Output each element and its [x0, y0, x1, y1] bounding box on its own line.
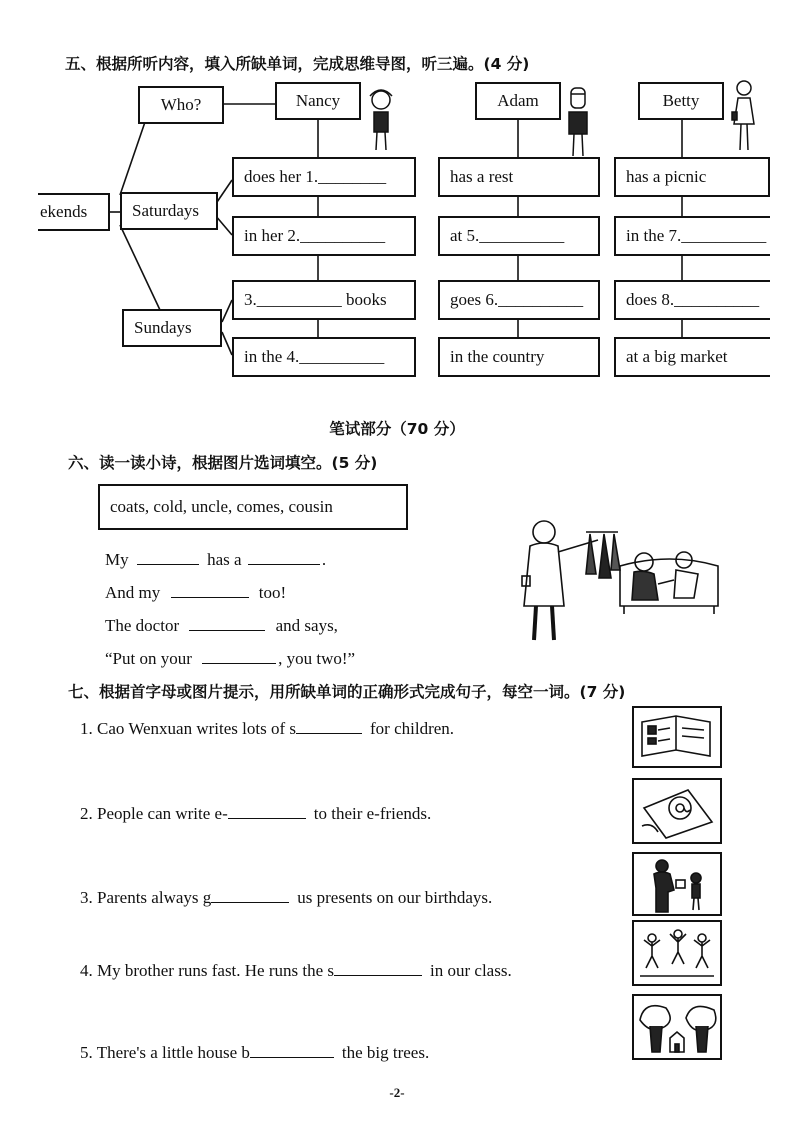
word-bank-box: coats, cold, uncle, comes, cousin	[98, 484, 408, 530]
hint-picture-4	[632, 920, 722, 986]
poem-line-3-end: and says,	[275, 616, 338, 635]
q7-blank-3[interactable]	[211, 902, 289, 903]
q7-item-5-prefix: 5. There's a little house b	[80, 1043, 250, 1062]
q7-item-3	[80, 888, 492, 908]
q7-item-4-suffix: in our class.	[430, 961, 512, 980]
betty-cell-3: does 8.__________	[614, 280, 770, 320]
mind-map-root: ekends	[38, 193, 110, 231]
nancy-cell-3: 3.__________ books	[232, 280, 416, 320]
q7-item-4	[80, 961, 512, 981]
section-5-title: 五、根据所听内容，填入所缺单词，完成思维导图，听三遍。(4 分)	[65, 55, 530, 73]
q7-item-1-prefix: 1. Cao Wenxuan writes lots of s	[80, 719, 296, 738]
hint-picture-5	[632, 994, 722, 1060]
section-7-title: 七、根据首字母或图片提示，用所缺单词的正确形式完成句子，每空一词。(7 分)	[68, 683, 626, 701]
q7-item-3-suffix: us presents on our birthdays.	[297, 888, 493, 907]
book-icon	[634, 708, 720, 766]
q7-item-2	[80, 804, 431, 824]
poem-line-2	[105, 583, 286, 603]
poem-blank-4[interactable]	[189, 630, 265, 631]
nancy-cell-1: does her 1.________	[232, 157, 416, 197]
doctor-and-children-illustration	[508, 510, 724, 646]
nancy-name-box: Nancy	[275, 82, 361, 120]
betty-figure-icon	[730, 78, 758, 156]
house-between-trees-icon	[634, 996, 720, 1058]
poem-line-1-start: My	[105, 550, 129, 569]
adam-cell-4: in the country	[438, 337, 600, 377]
hint-picture-3	[632, 852, 722, 916]
poem-line-3	[105, 616, 338, 636]
saturdays-branch: Saturdays	[120, 192, 218, 230]
q7-item-4-prefix: 4. My brother runs fast. He runs the s	[80, 961, 335, 980]
nancy-cell-2: in her 2.__________	[232, 216, 416, 256]
betty-cell-2: in the 7.__________	[614, 216, 770, 256]
poem-blank-2[interactable]	[248, 564, 320, 565]
hint-picture-1	[632, 706, 722, 768]
q7-item-1	[80, 719, 454, 739]
poem-line-3-start: The doctor	[105, 616, 180, 635]
parent-giving-gift-icon	[634, 854, 720, 914]
poem-blank-3[interactable]	[171, 597, 249, 598]
poem-line-1-mid: has a	[207, 550, 242, 569]
poem-line-2-start: And my	[105, 583, 161, 602]
poem-blank-1[interactable]	[137, 564, 199, 565]
written-section-header: 笔试部分（70 分）	[329, 420, 465, 438]
poem-blank-5[interactable]	[202, 663, 276, 664]
q7-blank-1[interactable]	[296, 733, 362, 734]
q7-item-2-suffix: to their e-friends.	[313, 804, 432, 823]
adam-figure-icon	[564, 86, 592, 158]
adam-cell-1: has a rest	[438, 157, 600, 197]
adam-name-box: Adam	[475, 82, 561, 120]
nancy-cell-4: in the 4.__________	[232, 337, 416, 377]
poem-line-4-start: “Put on your	[105, 649, 192, 668]
q7-blank-4[interactable]	[334, 975, 422, 976]
running-race-icon	[634, 922, 720, 984]
email-at-icon	[634, 780, 720, 842]
q7-item-5-suffix: the big trees.	[341, 1043, 430, 1062]
page-number: -2-	[389, 1085, 405, 1100]
q7-blank-2[interactable]	[228, 818, 306, 819]
adam-cell-2: at 5.__________	[438, 216, 600, 256]
poem-line-4	[105, 649, 355, 669]
poem-line-1	[105, 550, 326, 570]
betty-cell-1: has a picnic	[614, 157, 770, 197]
who-label: Who?	[138, 86, 224, 124]
q7-item-1-suffix: for children.	[370, 719, 455, 738]
sundays-branch: Sundays	[122, 309, 222, 347]
q7-item-5	[80, 1043, 429, 1063]
poem-line-1-end: .	[321, 550, 327, 569]
poem-line-4-end: , you two!”	[278, 649, 356, 668]
poem-line-2-end: too!	[258, 583, 287, 602]
nancy-figure-icon	[364, 86, 398, 154]
q7-blank-5[interactable]	[250, 1057, 334, 1058]
q7-item-2-prefix: 2. People can write e-	[80, 804, 228, 823]
adam-cell-3: goes 6.__________	[438, 280, 600, 320]
section-6-title: 六、读一读小诗，根据图片选词填空。(5 分)	[68, 454, 378, 472]
hint-picture-2	[632, 778, 722, 844]
betty-name-box: Betty	[638, 82, 724, 120]
q7-item-3-prefix: 3. Parents always g	[80, 888, 212, 907]
betty-cell-4: at a big market	[614, 337, 770, 377]
